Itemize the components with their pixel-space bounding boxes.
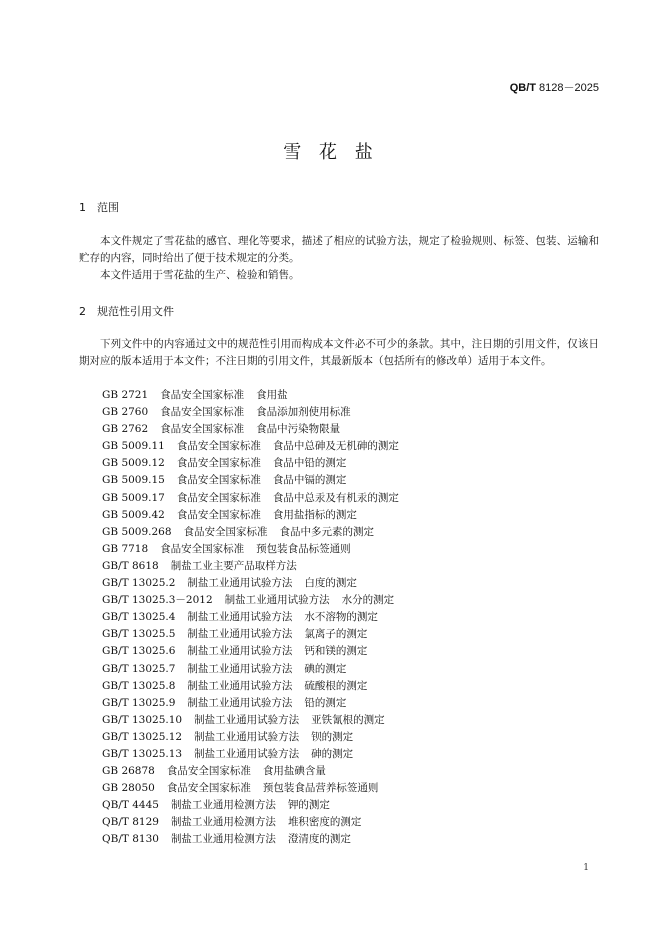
reference-item [102,695,399,712]
reference-item [102,763,399,780]
reference-title-part: 白度的测定 [304,577,357,590]
reference-code: QB/T 8130 [102,833,159,846]
reference-title-part: 食品中污染物限量 [256,423,341,436]
section-title: 规范性引用文件 [97,305,174,318]
reference-code: GB/T 13025.5 [102,628,176,641]
reference-code: GB 26878 [102,765,155,778]
reference-title-part: 食品安全国家标准 [176,457,261,470]
scope-paragraph-1: 本文件规定了雪花盐的感官、理化等要求，描述了相应的试验方法，规定了检验规则、标签、包装、运输和贮存的内容，同时给出了便于技术规定的分类。 [79,235,599,264]
reference-title-part: 制盐工业通用试验方法 [187,679,293,692]
normative-references-list [102,387,399,849]
reference-title-part: 堆积密度的测定 [287,816,362,829]
standard-code-number: 8128－2025 [539,82,599,94]
reference-code: GB/T 13025.7 [102,662,176,675]
reference-code: GB 5009.15 [102,474,165,487]
reference-title-part: 食用盐 [256,389,288,401]
reference-title-part: 澄清度的测定 [287,833,351,846]
reference-item [102,541,399,558]
reference-code: GB 5009.268 [102,525,172,538]
reference-item [102,421,399,438]
reference-title-part: 食品中总砷及无机砷的测定 [272,440,399,453]
reference-item [102,831,399,848]
reference-code: GB/T 13025.12 [102,730,183,743]
section-heading-references [79,303,174,319]
reference-code: GB 2760 [102,406,149,419]
reference-item [102,472,399,489]
reference-title-part: 制盐工业通用试验方法 [194,747,300,760]
reference-item [102,729,399,746]
reference-item [102,558,399,575]
scope-paragraph-2: 本文件适用于雪花盐的生产、检验和销售。 [100,269,300,281]
reference-item [102,797,399,814]
reference-item [102,609,399,626]
reference-item [102,592,399,609]
reference-code: QB/T 4445 [102,799,159,812]
reference-title-part: 铅的测定 [304,696,347,709]
reference-code: GB/T 13025.6 [102,645,176,658]
reference-title-part: 水不溶物的测定 [304,611,378,624]
reference-code: GB 5009.12 [102,457,165,470]
reference-code: GB/T 13025.4 [102,611,176,624]
reference-title-part: 食品安全国家标准 [160,406,245,419]
reference-title-part: 食用盐碘含量 [262,765,326,778]
reference-title-part: 食品安全国家标准 [166,765,251,778]
reference-title-part: 预包装食品标签通则 [256,542,351,555]
reference-item [102,387,399,404]
reference-title-part: 制盐工业通用检测方法 [170,799,276,812]
reference-code: GB 28050 [102,782,155,795]
reference-title-part: 食品安全国家标准 [176,491,261,504]
reference-code: GB/T 8618 [102,559,159,572]
reference-title-part: 碘的测定 [304,662,347,675]
reference-title-part: 食用盐指标的测定 [272,508,357,521]
reference-title-part: 制盐工业通用试验方法 [187,628,293,641]
reference-title-part: 制盐工业通用试验方法 [187,645,293,658]
reference-item [102,524,399,541]
reference-title-part: 食品安全国家标准 [160,389,245,401]
reference-title-part: 亚铁氰根的测定 [311,713,385,726]
reference-item [102,507,399,524]
reference-title-part: 食品中总汞及有机汞的测定 [272,491,399,504]
reference-title-part: 砷的测定 [311,747,354,760]
reference-code: GB/T 13025.8 [102,679,176,692]
reference-item [102,678,399,695]
standard-code [510,79,599,95]
reference-code: GB 5009.17 [102,491,165,504]
reference-title-part: 制盐工业通用试验方法 [194,730,300,743]
reference-item [102,455,399,472]
reference-code: QB/T 8129 [102,816,159,829]
reference-code: GB 5009.42 [102,508,165,521]
section-number: 1 [79,201,86,214]
reference-title-part: 制盐工业通用试验方法 [187,662,293,675]
reference-title-part: 氯离子的测定 [304,628,368,641]
reference-title-part: 制盐工业主要产品取样方法 [170,559,297,572]
reference-title-part: 制盐工业通用检测方法 [170,833,276,846]
reference-title-part: 制盐工业通用试验方法 [224,594,330,607]
document-title: 雪 花 盐 [283,142,379,163]
reference-title-part: 食品安全国家标准 [183,525,268,538]
references-intro-paragraph: 下列文件中的内容通过文中的规范性引用而构成本文件必不可少的条款。其中，注日期的引用文件，仅该日期对应的版本适用于本文件；不注日期的引用文件，其最新版本（包括所有的修改单）适用于本文件。 [79,338,599,367]
reference-title-part: 食品安全国家标准 [176,508,261,521]
reference-code: GB/T 13025.13 [102,747,183,760]
reference-title-part: 食品中多元素的测定 [279,525,375,538]
reference-title-part: 水分的测定 [341,594,395,607]
standard-code-prefix: QB/T [509,82,536,94]
reference-title-part: 制盐工业通用试验方法 [194,713,300,726]
reference-code: GB 7718 [102,542,149,555]
reference-item [102,712,399,729]
reference-title-part: 制盐工业通用试验方法 [187,577,293,590]
page-number: 1 [583,863,589,873]
reference-title-part: 制盐工业通用试验方法 [187,611,293,624]
reference-item [102,746,399,763]
reference-title-part: 预包装食品营养标签通则 [262,782,379,795]
reference-code: GB 2721 [102,389,149,401]
reference-code: GB 2762 [102,423,149,436]
reference-title-part: 食品安全国家标准 [166,782,251,795]
section-heading-scope [79,199,119,215]
reference-title-part: 钾的测定 [287,799,330,812]
reference-item [102,490,399,507]
reference-item [102,626,399,643]
reference-title-part: 食品安全国家标准 [176,440,261,453]
reference-title-part: 食品安全国家标准 [176,474,261,487]
reference-title-part: 食品中镉的测定 [272,474,347,487]
section-title: 范围 [97,201,119,214]
reference-item [102,780,399,797]
reference-title-part: 食品安全国家标准 [160,423,245,436]
reference-item [102,643,399,660]
reference-item [102,404,399,421]
reference-title-part: 食品中铅的测定 [272,457,347,470]
reference-title-part: 钙和镁的测定 [304,645,368,658]
reference-item [102,814,399,831]
reference-code: GB 5009.11 [102,440,165,453]
reference-title-part: 硫酸根的测定 [304,679,368,692]
reference-code: GB/T 13025.10 [102,713,183,726]
reference-item [102,438,399,455]
reference-code: GB/T 13025.3－2012 [102,594,213,607]
reference-code: GB/T 13025.9 [102,696,176,709]
reference-title-part: 食品安全国家标准 [160,542,245,555]
reference-title-part: 钡的测定 [311,730,354,743]
section-number: 2 [79,305,86,318]
reference-title-part: 制盐工业通用试验方法 [187,696,293,709]
reference-title-part: 制盐工业通用检测方法 [170,816,276,829]
reference-code: GB/T 13025.2 [102,577,176,590]
reference-item [102,575,399,592]
reference-title-part: 食品添加剂使用标准 [256,406,351,419]
reference-item [102,661,399,678]
